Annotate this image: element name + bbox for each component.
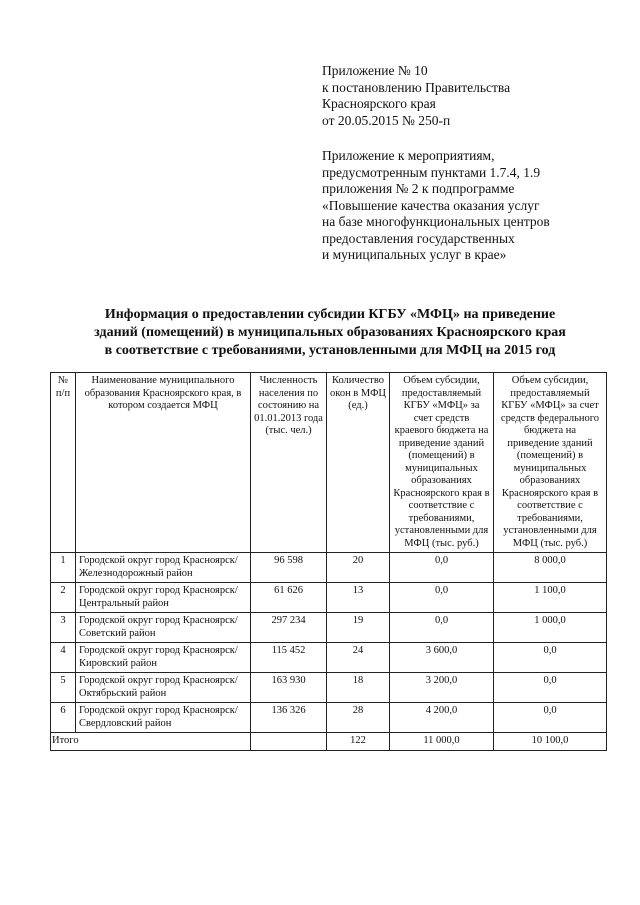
title-line: в соответствие с требованиями, установленными для МФЦ на 2015 год: [104, 343, 556, 358]
total-windows: 122: [327, 733, 390, 751]
row-regional-subsidy: 4 200,0: [390, 703, 494, 733]
row-windows: 24: [327, 643, 390, 673]
row-number: 6: [51, 703, 76, 733]
row-federal-subsidy: 0,0: [494, 673, 607, 703]
appendix-2-line: предоставления государственных: [322, 230, 515, 246]
table-row: [51, 613, 607, 643]
row-number: 2: [51, 583, 76, 613]
row-municipality: Городской округ город Красноярск/Советский район: [76, 613, 251, 643]
total-population: [251, 733, 327, 751]
row-number: 4: [51, 643, 76, 673]
row-municipality: Городской округ город Красноярск/Свердловский район: [76, 703, 251, 733]
table-total-row: [51, 733, 607, 751]
appendix-2-line: приложения № 2 к подпрограмме: [322, 181, 515, 196]
row-windows: 13: [327, 583, 390, 613]
header-regional-subsidy: Объем субсидии, предоставляемый КГБУ «МФЦ» за счет средств краевого бюджета на приведение зданий (помещений) в муниципальных образованиях Красноярского края в соответствие с требованиями, установленными для МФЦ (тыс. руб.): [390, 373, 494, 553]
appendix-1-line: Красноярского края: [322, 96, 436, 111]
header-windows: Количество окон в МФЦ (ед.): [327, 373, 390, 553]
table-row: [51, 583, 607, 613]
document-title: [40, 306, 620, 360]
appendix-1-line: от 20.05.2015 № 250-п: [322, 112, 451, 128]
row-population: 136 326: [251, 703, 327, 733]
row-number: 5: [51, 673, 76, 703]
row-municipality: Городской округ город Красноярск/Кировский район: [76, 643, 251, 673]
row-number: 3: [51, 613, 76, 643]
table-row: [51, 643, 607, 673]
table-header-row: [51, 373, 607, 553]
header-municipality: Наименование муниципального образования Красноярского края, в котором создается МФЦ: [76, 373, 251, 553]
total-regional-subsidy: 11 000,0: [390, 733, 494, 751]
appendix-1-line: Приложение № 10: [322, 63, 428, 78]
header-number: № п/п: [51, 373, 76, 553]
title-line: зданий (помещений) в муниципальных образованиях Красноярского края: [94, 325, 566, 340]
row-windows: 19: [327, 613, 390, 643]
appendix-2-line: и муниципальных услуг в крае»: [322, 247, 507, 262]
row-population: 115 452: [251, 643, 327, 673]
table-row: [51, 553, 607, 583]
row-number: 1: [51, 553, 76, 583]
row-federal-subsidy: 1 000,0: [494, 613, 607, 643]
row-windows: 28: [327, 703, 390, 733]
row-municipality: Городской округ город Красноярск/Октябрьский район: [76, 673, 251, 703]
row-federal-subsidy: 0,0: [494, 643, 607, 673]
row-federal-subsidy: 8 000,0: [494, 553, 607, 583]
appendix-2-line: на базе многофункциональных центров: [322, 214, 550, 229]
row-regional-subsidy: 3 600,0: [390, 643, 494, 673]
row-windows: 18: [327, 673, 390, 703]
row-regional-subsidy: 0,0: [390, 583, 494, 613]
row-population: 163 930: [251, 673, 327, 703]
row-population: 61 626: [251, 583, 327, 613]
row-population: 297 234: [251, 613, 327, 643]
row-regional-subsidy: 3 200,0: [390, 673, 494, 703]
row-windows: 20: [327, 553, 390, 583]
row-population: 96 598: [251, 553, 327, 583]
total-federal-subsidy: 10 100,0: [494, 733, 607, 751]
appendix-2-line: предусмотренным пунктами 1.7.4, 1.9: [322, 164, 541, 180]
table-row: [51, 673, 607, 703]
appendix-1-line: к постановлению Правительства: [322, 79, 511, 95]
appendix-2-line: Приложение к мероприятиям,: [322, 148, 495, 163]
title-line: Информация о предоставлении субсидии КГБУ «МФЦ» на приведение: [104, 307, 556, 322]
total-label: Итого: [51, 733, 251, 751]
row-federal-subsidy: 1 100,0: [494, 583, 607, 613]
row-regional-subsidy: 0,0: [390, 613, 494, 643]
row-federal-subsidy: 0,0: [494, 703, 607, 733]
table-row: [51, 703, 607, 733]
row-regional-subsidy: 0,0: [390, 553, 494, 583]
appendix-header-2: [322, 148, 550, 264]
row-municipality: Городской округ город Красноярск/Центральный район: [76, 583, 251, 613]
appendix-2-line: «Повышение качества оказания услуг: [322, 197, 540, 213]
header-federal-subsidy: Объем субсидии, предоставляемый КГБУ «МФЦ» за счет средств федерального бюджета на приведение зданий (помещений) в муниципальных образованиях Красноярского края в соответствие с требованиями, установленными для МФЦ (тыс. руб.): [494, 373, 607, 553]
row-municipality: Городской округ город Красноярск/Железнодорожный район: [76, 553, 251, 583]
subsidy-table: [50, 372, 607, 751]
header-population: Численность населения по состоянию на 01.01.2013 года (тыс. чел.): [251, 373, 327, 553]
appendix-header-1: [322, 63, 510, 129]
